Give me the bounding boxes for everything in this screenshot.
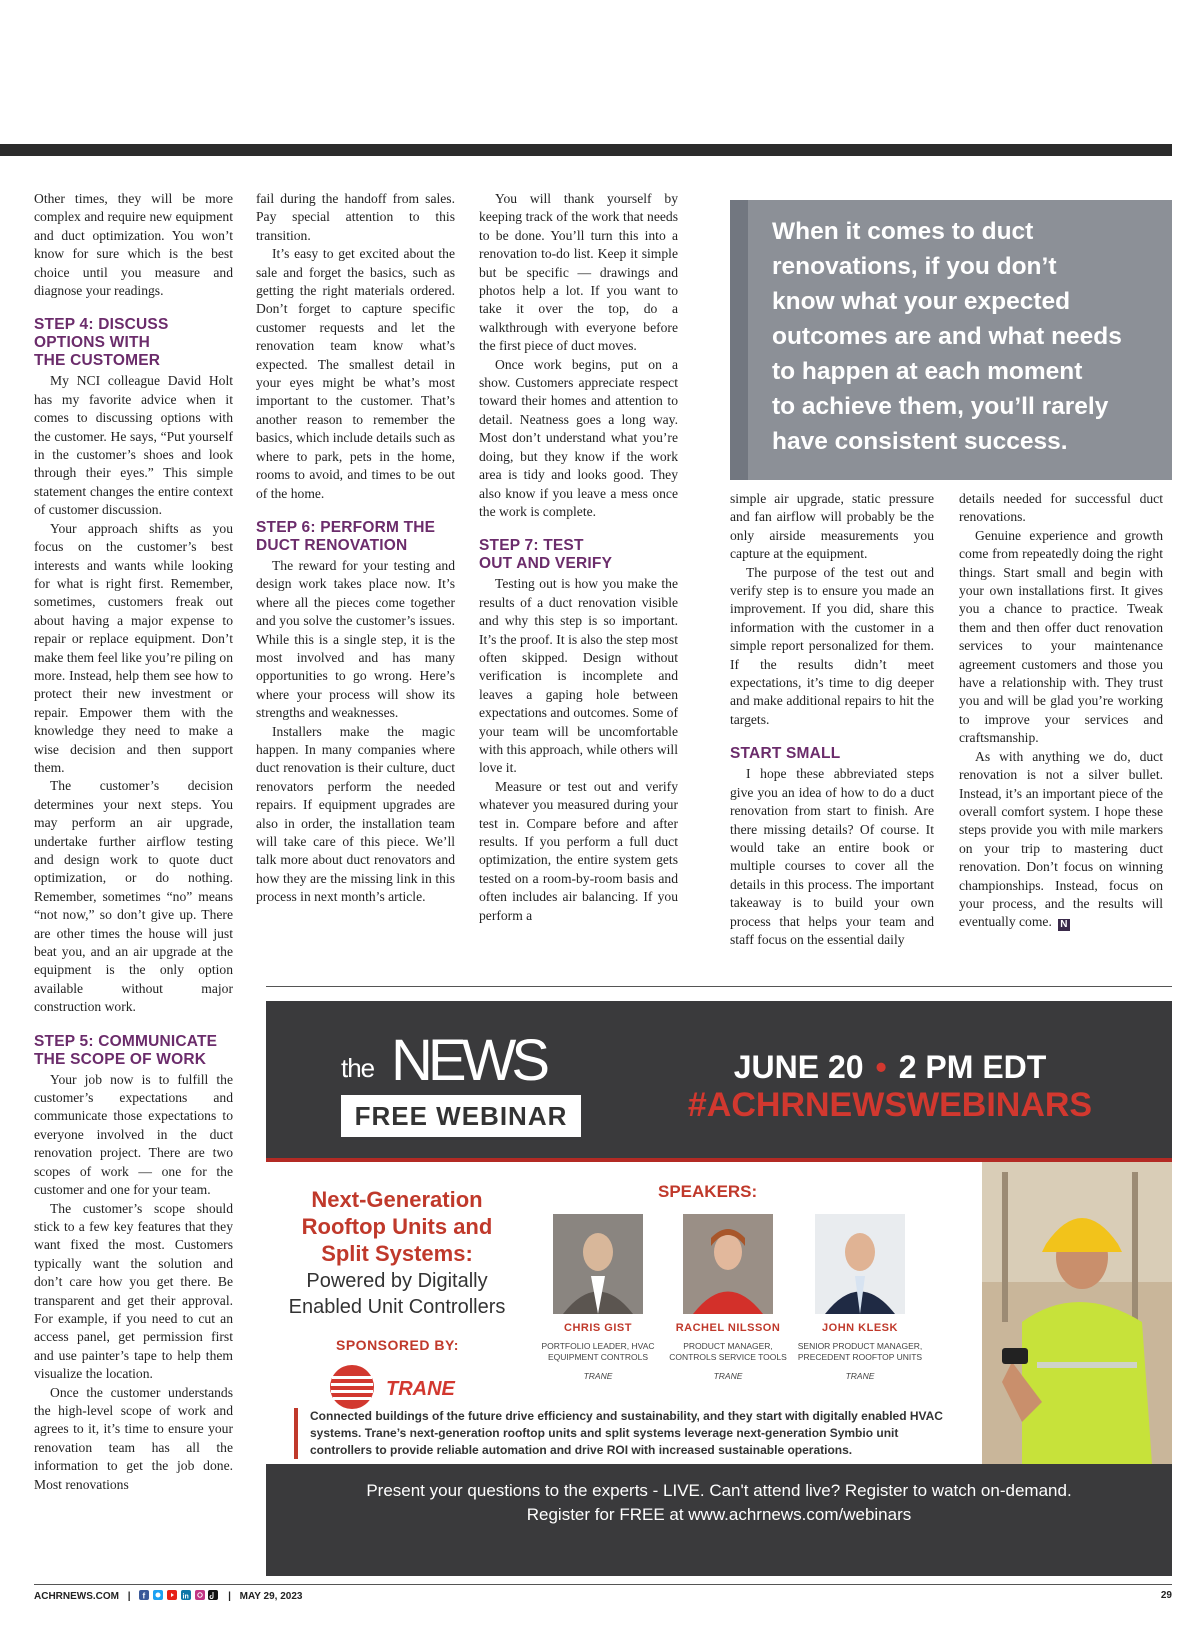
paragraph: The customer’s decision determines your next steps. You may perform an air upgrade, undertake further airflow testing and design work to quote duct optimization, or do nothing. Remember, sometimes “no” means “not now,” so don’t give up. There are other times the house will just beat you, and an air upgrade at the equipment is the only option available without major construction work. — [34, 778, 233, 1015]
tiktok-icon[interactable] — [208, 1590, 218, 1600]
speaker-card: RACHEL NILSSON PRODUCT MANAGER, CONTROLS SERVICE TOOLS TRANE — [658, 1214, 798, 1381]
linkedin-icon[interactable] — [181, 1590, 191, 1600]
paragraph: Installers make the magic happen. In many companies where duct renovation is their culture, duct renovators perform the needed repairs. If equipment upgrades are also in order, the installation team will take care of this piece. We’ll talk more about duct renovators and how they are the missing link in this process in next month’s article. — [256, 723, 455, 905]
pull-quote-line: renovations, if you don’t — [772, 253, 1057, 280]
section-heading-start-small: START SMALL — [730, 745, 841, 763]
speaker-photo — [553, 1214, 643, 1314]
webinar-title: Next-Generation Rooftop Units and Split Systems: — [301, 1187, 493, 1266]
svg-text:TRANE: TRANE — [386, 1378, 455, 1400]
twitter-icon[interactable] — [153, 1590, 163, 1600]
trane-logo-icon — [328, 1362, 478, 1412]
instagram-icon[interactable] — [195, 1590, 205, 1600]
pull-quote-line: outcomes are and what needs — [772, 323, 1122, 350]
webinar-hashtag: #ACHRNEWSWEBINARS — [687, 1086, 1093, 1124]
paragraph: Testing out is how you make the results of a duct renovation visible and why this step is so important. It’s the proof. It is also the step most often skipped. Design without verification is incomplete and leaves a gaping hole between expectations and outcomes. Some of your team will be uncomfortable with this approach, while others will love it. — [479, 576, 678, 776]
section-heading-step-6: STEP 6: PERFORM THE DUCT RENOVATION — [256, 518, 436, 554]
ad-call-to-action[interactable]: Present your questions to the experts - LIVE. Can't attend live? Register to watch on-demand. Register for FREE at www.achrnews.com/webinars — [266, 1479, 1172, 1527]
article-column-5 — [959, 490, 1163, 932]
paragraph: Your approach shifts as you focus on the customer’s best interests and wants while looking for what is right first. Remember, sometimes, customers freak out about having a major expense to repair or replace equipment. Don’t make them feel like you’re piling on more. Instead, help them see how to protect their new investment or repair. Empower them with the knowledge they need to make a wise decision and then support them. — [34, 520, 233, 775]
paragraph: It’s easy to get excited about the sale and forget the basics, such as getting the right materials ordered. Don’t forget to capture specific customer requests and let the renovation team know what’s expected. The smallest detail in your eyes might be what’s most important to the customer. That’s another reason to remember the basics, which include details such as where to park, pets in the home, rooms to avoid, and times to be out of the home. — [256, 246, 455, 501]
issue-date: MAY 29, 2023 — [239, 1591, 303, 1602]
paragraph: The reward for your testing and design work takes place now. It’s where all the pieces come together and you solve the customer’s issues. While this is a single step, it is the most involved and has many opportunities to go wrong. Here’s where your process will show its strengths and weaknesses. — [256, 557, 455, 721]
news-logo-the: the — [341, 1053, 375, 1083]
paragraph: Genuine experience and growth come from repeatedly doing the right things. Start small and begin with your own installations first. It gives you a chance to practice. Tweak them and then offer duct renovation services to your maintenance agreement customers and those you have a relationship with. They trust you and will be glad you’re working to improve your services and craftsmanship. — [959, 527, 1163, 746]
paragraph: You will thank yourself by keeping track of the work that needs to be done. You’ll turn this into a renovation to-do list. Keep it simple but be specific — drawings and photos help a lot. If you want to take it over the top, do a walkthrough with everyone before the first piece of duct moves. — [479, 191, 678, 354]
svg-text:in: in — [182, 1593, 189, 1600]
pull-quote-line: know what your expected — [772, 288, 1071, 315]
pull-quote-line: When it comes to duct — [772, 218, 1034, 245]
webinar-advertisement[interactable] — [266, 1001, 1172, 1576]
paragraph: My NCI colleague David Holt has my favorite advice when it comes to discussing options with the customer. He says, “Put yourself in the customer’s shoes and look through their eyes.” This simple statement changes the entire context of customer discussion. — [34, 373, 233, 518]
pull-quote-line: have consistent success. — [772, 428, 1068, 455]
article-column-3 — [479, 190, 678, 925]
facebook-icon[interactable] — [139, 1590, 149, 1600]
paragraph: simple air upgrade, static pressure and fan airflow will probably be the only airside measurements you capture at the equipment. — [730, 491, 934, 562]
webinar-subtitle: Powered by Digitally Enabled Unit Controllers — [288, 1270, 506, 1318]
technician-photo — [982, 1162, 1172, 1464]
paragraph: The purpose of the test out and verify step is to ensure you made an improvement. If you did, share this information with the customer in a simple report personalized for them. If the results didn’t meet expectations, it’s time to dig deeper and make additional repairs to hit the targets. — [730, 564, 934, 727]
article-column-2 — [256, 190, 455, 907]
top-rule-bar — [0, 144, 1172, 156]
pull-quote — [730, 200, 1172, 480]
ad-divider — [266, 986, 1172, 987]
ad-header — [266, 1001, 1172, 1159]
free-webinar-label: FREE WEBINAR — [341, 1095, 581, 1137]
speaker-card: CHRIS GIST PORTFOLIO LEADER, HVAC EQUIPMENT CONTROLS TRANE — [528, 1214, 668, 1381]
youtube-icon[interactable] — [167, 1590, 177, 1600]
svg-text:f: f — [142, 1591, 146, 1600]
pull-quote-line: to happen at each moment — [772, 358, 1083, 385]
sponsored-by-label: SPONSORED BY: — [336, 1337, 459, 1353]
paragraph: Once work begins, put on a show. Customers appreciate respect toward their homes and attention to detail. Neatness goes a long way. Most don’t understand what you’re doing, but they know if the work area is tidy and looks good. They also know if you leave a mess once the work is complete. — [479, 356, 678, 519]
article-column-1 — [34, 190, 233, 1494]
section-heading-step-7: STEP 7: TEST OUT AND VERIFY — [479, 537, 613, 573]
speaker-photo — [683, 1214, 773, 1314]
speaker-card: JOHN KLESK SENIOR PRODUCT MANAGER, PRECEDENT ROOFTOP UNITS TRANE — [790, 1214, 930, 1381]
speaker-photo — [815, 1214, 905, 1314]
page-footer: ACHRNEWS.COM | f in | MAY 29, 2023 29 — [34, 1584, 1172, 1602]
section-heading-step-5: STEP 5: COMMUNICATE THE SCOPE OF WORK — [34, 1032, 218, 1068]
paragraph: As with anything we do, duct renovation is not a silver bullet. Instead, it’s an important piece of the overall comfort system. I hope these steps provide you with mile markers on your trip to mastering duct renovation. Don’t focus on winning championships. Instead, focus on your process, and the results will eventually come. N — [959, 748, 1163, 931]
webinar-date: JUNE 20 • 2 PM EDT — [733, 1049, 1047, 1085]
paragraph: Other times, they will be more complex and require new equipment and duct optimization. You won’t know for sure which is the best choice until you measure and diagnose your readings. — [34, 191, 233, 299]
ad-content-panel — [266, 1162, 982, 1464]
register-link[interactable]: Register for FREE at www.achrnews.com/webinars — [526, 1505, 912, 1524]
page-number: 29 — [1160, 1590, 1172, 1601]
bullet-icon: • — [875, 1049, 887, 1085]
paragraph: The customer’s scope should stick to a few key features that they want fixed the most. Customers typically want the solution and don’t care how you get there. Be transparent and get their approval. For example, if you need to cut an access panel, get permission first and use painter’s tape to help them visualize the location. — [34, 1200, 233, 1382]
paragraph: Measure or test out and verify whatever you measured during your test in. Compare before and after results. If you perform a full duct optimization, the entire system gets tested on a room-by-room basis and often includes air balancing. If you perform a — [479, 778, 678, 923]
paragraph: Once the customer understands the high-level scope of work and agrees to it, it’s time to ensure your renovation team has all the information to get the job done. Most renovations — [34, 1384, 233, 1492]
pull-quote-line: to achieve them, you’ll rarely — [772, 393, 1109, 420]
site-name[interactable]: ACHRNEWS.COM — [34, 1591, 119, 1602]
paragraph: Your job now is to fulfill the customer’s expectations and communicate those expectations to everyone involved in the duct renovation project. There are two scopes of work — one for the customer and one for your team. — [34, 1071, 233, 1198]
paragraph: I hope these abbreviated steps give you an idea of how to do a duct renovation from start to finish. Are there missing details? Of course. It would take an entire book or multiple courses to cover all the details in this process. The important takeaway is to build your own process that helps your team and staff focus on the essential daily — [730, 766, 934, 947]
section-heading-step-4: STEP 4: DISCUSS OPTIONS WITH THE CUSTOMER — [34, 316, 169, 370]
speakers-label: SPEAKERS: — [658, 1182, 758, 1201]
article-column-4 — [730, 490, 934, 949]
paragraph: fail during the handoff from sales. Pay special attention to this transition. — [256, 191, 455, 243]
paragraph: details needed for successful duct renovations. — [959, 491, 1163, 525]
webinar-description: Connected buildings of the future drive efficiency and sustainability, and they start with digitally enabled HVAC systems. Trane’s next-generation rooftop units and split systems leverage next-generation Symbio unit controllers to provide reliable automation and drive ROI with increased sustainable operations. — [294, 1408, 950, 1459]
end-mark-icon: N — [1058, 919, 1070, 931]
news-logo: NEWS — [391, 1028, 545, 1093]
